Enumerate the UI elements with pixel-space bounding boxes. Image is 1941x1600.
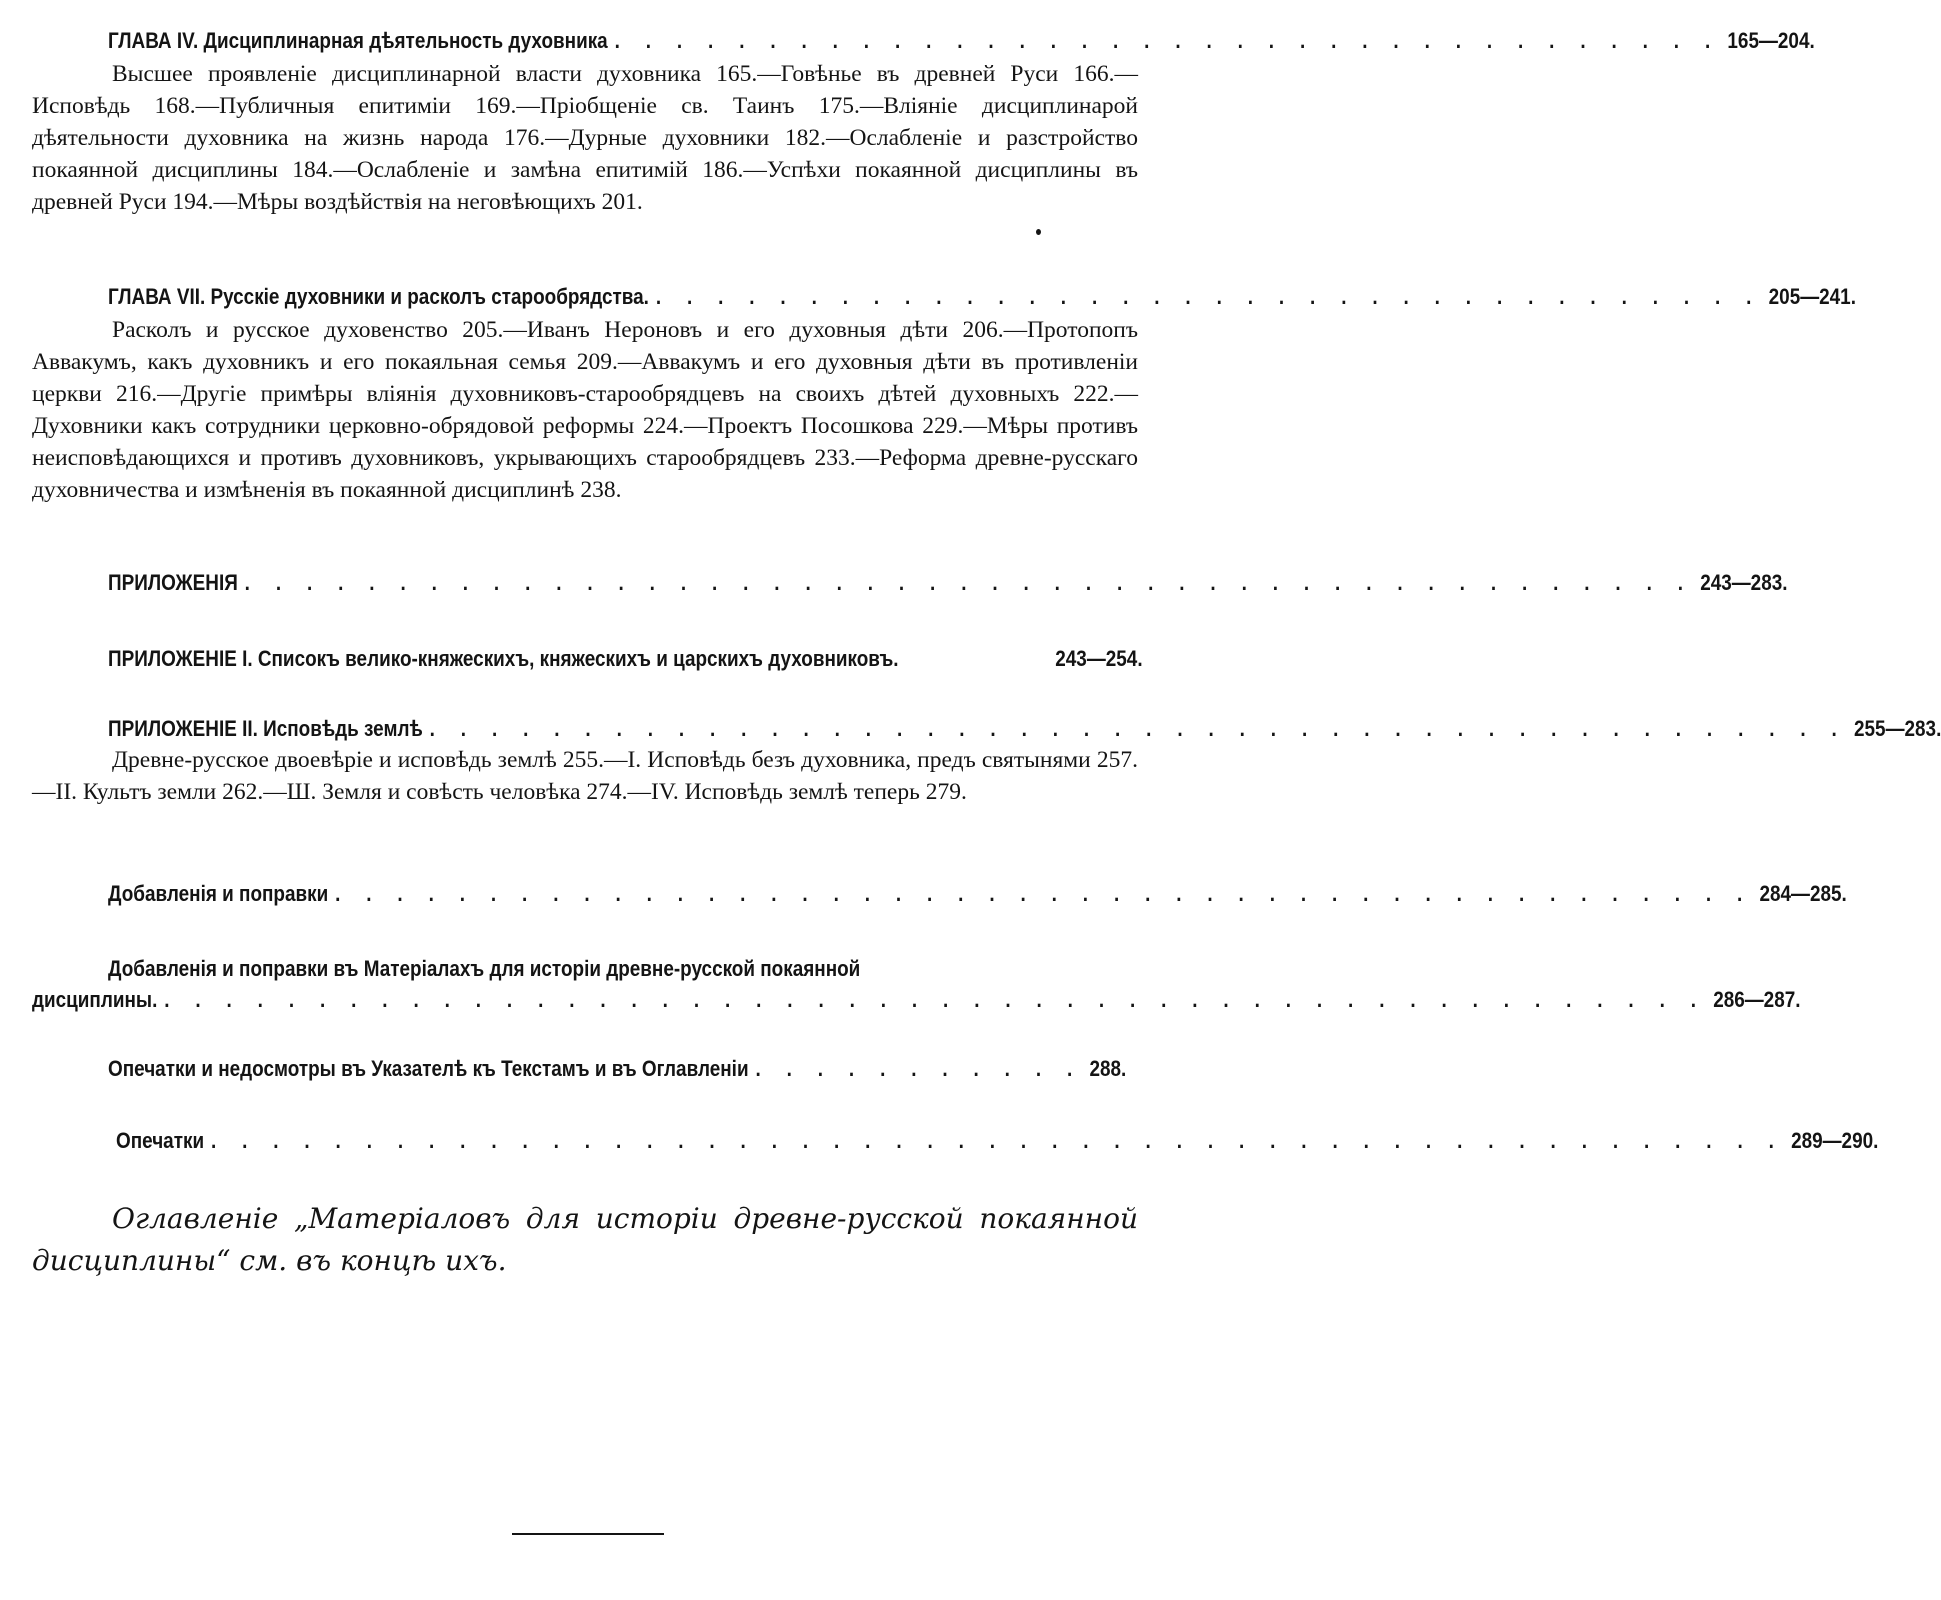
dot-leader: . . . . . . . . . . . (755, 1056, 1083, 1081)
toc-entry-appendix-2-description: Древне-русское двоевѣріе и исповѣдь землѣ 255.—I. Исповѣдь безъ духовника, предъ святынями 257.—II. Культъ земли 262.—Ш. Земля и совѣсть человѣка 274.—IV. Исповѣдь землѣ теперь 279. (32, 747, 1138, 805)
toc-entry-pages: 243—254. (1055, 646, 1143, 671)
toc-entry-misprints (116, 1126, 1879, 1156)
toc-entry-appendix-1 (108, 644, 1143, 674)
toc-entry-chapter-4-description: Высшее проявленіе дисциплинарной власти духовника 165.—Говѣнье въ древней Руси 166.—Исповѣдь 168.—Публичныя епитиміи 169.—Пріобщеніе св. Таинъ 175.—Вліяніе дисциплинарой дѣятельности духовника на жизнь народа 176.—Дурные духовники 182.—Ослабленіе и разстройство покаянной дисциплины 184.—Ослабленіе и замѣна епитимій 186.—Успѣхи покаянной дисциплины въ древней Руси 194.—Мѣры воздѣйствія на неговѣющихъ 201. (32, 61, 1138, 215)
toc-entry-title-continued: дисциплины. (32, 987, 158, 1012)
dot-leader: . . . . . . . . . . . . . . . . . . . . . . . . . . . . . . . . . . . . (655, 284, 1762, 309)
dot-leader: . . . . . . . . . . . . . . . . . . . . . . . . . . . . . . . . . . . . (614, 28, 1721, 53)
toc-entry-title: ПРИЛОЖЕНІЯ (108, 570, 238, 595)
dot-leader: . . . . . . . . . . . . . . . . . . . . . . . . . . . . . . . . . . . . . . . . . . . . . . . (244, 570, 1694, 595)
dot-leader: . . . . . . . . . . . . . . . . . . . . . . . . . . . . . . . . . . . . . . . . . . . . . . . . . . (164, 987, 1707, 1012)
toc-entry-chapter-7-heading (108, 282, 1856, 312)
toc-entry-title: Добавленія и поправки въ Матеріалахъ для исторіи древне-русской покаянной (108, 956, 861, 981)
toc-entry-pages: 205—241. (1768, 284, 1856, 309)
toc-entry-pages: 288. (1089, 1056, 1127, 1081)
toc-entry-title: Добавленія и поправки (108, 881, 329, 906)
toc-entry-pages: 243—283. (1700, 570, 1788, 595)
toc-entry-appendix-2-heading (108, 714, 1941, 744)
toc-entry-misprints-index (108, 1054, 1127, 1084)
toc-entry-pages: 255—283. (1854, 716, 1941, 741)
toc-entry-chapter-4-heading (108, 26, 1815, 56)
toc-entry-title: ГЛАВА VII. Русскіе духовники и расколъ старообрядства. (108, 284, 649, 309)
toc-entry-title: ПРИЛОЖЕНІЕ I. Списокъ велико-княжескихъ, княжескихъ и царскихъ духовниковъ. (108, 646, 899, 671)
toc-entry-pages: 289—290. (1791, 1128, 1879, 1153)
toc-entry-title: ГЛАВА IV. Дисциплинарная дѣятельность духовника (108, 28, 608, 53)
dot-leader: . . . . . . . . . . . . . . . . . . . . . . . . . . . . . . . . . . . . . . . . . . . . . . (429, 716, 1848, 741)
dot-leader: . . . . . . . . . . . . . . . . . . . . . . . . . . . . . . . . . . . . . . . . . . . . . . . . . . . (210, 1128, 1785, 1153)
toc-entry-pages: 165—204. (1727, 28, 1815, 53)
ink-speck (1036, 229, 1041, 235)
bottom-rule (512, 1533, 664, 1535)
toc-entry-title: ПРИЛОЖЕНІЕ II. Исповѣдь землѣ (108, 716, 423, 741)
closing-note: Оглавленіе „Матеріаловъ для исторіи древне-русской покаянной дисциплины“ см. въ концѣ ихъ. (32, 1202, 1138, 1277)
toc-entry-appendices (108, 568, 1788, 598)
toc-entry-additions (108, 879, 1847, 909)
toc-entry-additions-materials-line1 (108, 953, 860, 985)
toc-entry-additions-materials-line2 (32, 985, 1801, 1015)
toc-entry-title: Опечатки и недосмотры въ Указателѣ къ Текстамъ и въ Оглавленіи (108, 1056, 749, 1081)
dot-leader: . . . . . . . . . . . . . . . . . . . . . . . . . . . . . . . . . . . . . . . . . . . . . . (335, 881, 1753, 906)
toc-entry-pages: 286—287. (1713, 987, 1801, 1012)
toc-entry-chapter-7-description: Расколъ и русское духовенство 205.—Иванъ Нероновъ и его духовныя дѣти 206.—Протопопъ Аввакумъ, какъ духовникъ и его покаяльная семья 209.—Аввакумъ и его духовныя дѣти въ противленіи церкви 216.—Другіе примѣры вліянія духовниковъ-старообрядцевъ на своихъ дѣтей духовныхъ 222.—Духовники какъ сотрудники церковно-обрядовой реформы 224.—Проектъ Посошкова 229.—Мѣры противъ неисповѣдающихся и противъ духовниковъ, укрывающихъ старообрядцевъ 233.—Реформа древне-русскаго духовничества и измѣненія въ покаянной дисциплинѣ 238. (32, 317, 1138, 503)
toc-entry-pages: 284—285. (1759, 881, 1847, 906)
toc-entry-title: Опечатки (116, 1128, 205, 1153)
